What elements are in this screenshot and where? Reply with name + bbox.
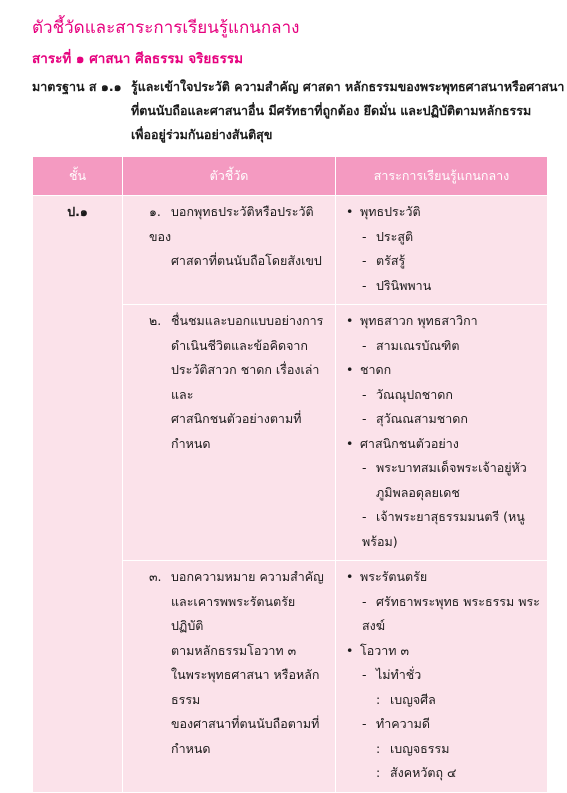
table-body — [33, 196, 548, 793]
indicator-cell — [123, 196, 336, 305]
core-content-item: - ปรินิพพาน — [346, 274, 543, 299]
core-content-item: - สามเณรบัณฑิต — [346, 334, 543, 359]
standard-line: ที่ตนนับถือและศาสนาอื่น มีศรัทธาที่ถูกต้อง ยึดมั่น และปฏิบัติตามหลักธรรม — [131, 103, 532, 118]
header-indicator: ตัวชี้วัด — [123, 157, 336, 196]
indicator-text: บอกพุทธประวัติหรือประวัติของ — [149, 204, 314, 244]
indicator-cell — [123, 561, 336, 793]
core-content-item: - ประสูติ — [346, 225, 543, 250]
indicator-text: บอกความหมาย ความสำคัญ — [171, 569, 324, 584]
indicator-text: ในพระพุทธศาสนา หรือหลักธรรม — [171, 667, 320, 707]
indicator-text: ชื่นชมและบอกแบบอย่างการ — [171, 313, 324, 328]
core-content-item: - วัณณุปถชาดก — [346, 383, 543, 408]
core-content-item: : เบญจธรรม — [346, 737, 543, 762]
core-content-item: • พระรัตนตรัย — [346, 565, 543, 590]
indicator-text: ของศาสนาที่ตนนับถือตามที่กำหนด — [171, 716, 320, 756]
core-content-item: - เจ้าพระยาสุธรรมมนตรี (หนูพร้อม) — [346, 505, 543, 554]
core-content-item: : เบญจศีล — [346, 688, 543, 713]
indicator-text: ศาสนิกชนตัวอย่างตามที่กำหนด — [171, 411, 302, 451]
core-content-cell — [336, 305, 548, 561]
core-content-item: • พุทธสาวก พุทธสาวิกา — [346, 309, 543, 334]
indicator-text: ศาสดาที่ตนนับถือโดยสังเขป — [171, 253, 322, 268]
core-content-item: - ไม่ทำชั่ว — [346, 663, 543, 688]
core-content-item: - สุวัณณสามชาดก — [346, 407, 543, 432]
standard-label: มาตรฐาน ส ๑.๑ — [32, 79, 122, 94]
strand-heading: สาระที่ ๑ ศาสนา ศีลธรรม จริยธรรม — [32, 51, 243, 67]
indicator-cell — [123, 305, 336, 561]
indicator-text: และเคารพพระรัตนตรัย ปฏิบัติ — [171, 593, 296, 633]
indicator-number: ๒. — [149, 313, 162, 328]
core-content-item: ภูมิพลอดุลยเดช — [376, 484, 460, 500]
header-core-content: สาระการเรียนรู้แกนกลาง — [336, 157, 548, 196]
core-content-cell — [336, 561, 548, 793]
core-content-item: - พระบาทสมเด็จพระเจ้าอยู่หัว — [346, 456, 543, 481]
core-content-item: • ชาดก — [346, 358, 543, 383]
core-content-cell — [336, 196, 548, 305]
indicator-text: ประวัติสาวก ชาดก เรื่องเล่าและ — [171, 362, 320, 402]
core-content-item: : สังคหวัตถุ ๔ — [346, 761, 543, 786]
curriculum-table — [32, 156, 548, 793]
indicator-text: ดำเนินชีวิตและข้อคิดจาก — [171, 337, 308, 353]
core-content-item: - ทำความดี — [346, 712, 543, 737]
page-title: ตัวชี้วัดและสาระการเรียนรู้แกนกลาง — [32, 18, 300, 38]
table-row — [33, 196, 548, 305]
core-content-item: • โอวาท ๓ — [346, 639, 543, 664]
core-content-item: • พุทธประวัติ — [346, 200, 543, 225]
header-grade: ชั้น — [33, 157, 123, 196]
core-content-item: - ศรัทธาพระพุทธ พระธรรม พระสงฆ์ — [346, 590, 543, 639]
indicator-number: ๑. — [149, 204, 161, 219]
core-content-item: • ศาสนิกชนตัวอย่าง — [346, 432, 543, 457]
standard-line: รู้และเข้าใจประวัติ ความสำคัญ ศาสดา หลักธรรมของพระพุทธศาสนาหรือศาสนา — [131, 79, 565, 94]
standard-line: เพื่ออยู่ร่วมกันอย่างสันติสุข — [131, 127, 273, 142]
indicator-text: ตามหลักธรรมโอวาท ๓ — [171, 642, 297, 658]
core-content-item: - ตรัสรู้ — [346, 249, 543, 274]
grade-cell: ป.๑ — [33, 196, 123, 793]
indicator-number: ๓. — [149, 569, 162, 584]
